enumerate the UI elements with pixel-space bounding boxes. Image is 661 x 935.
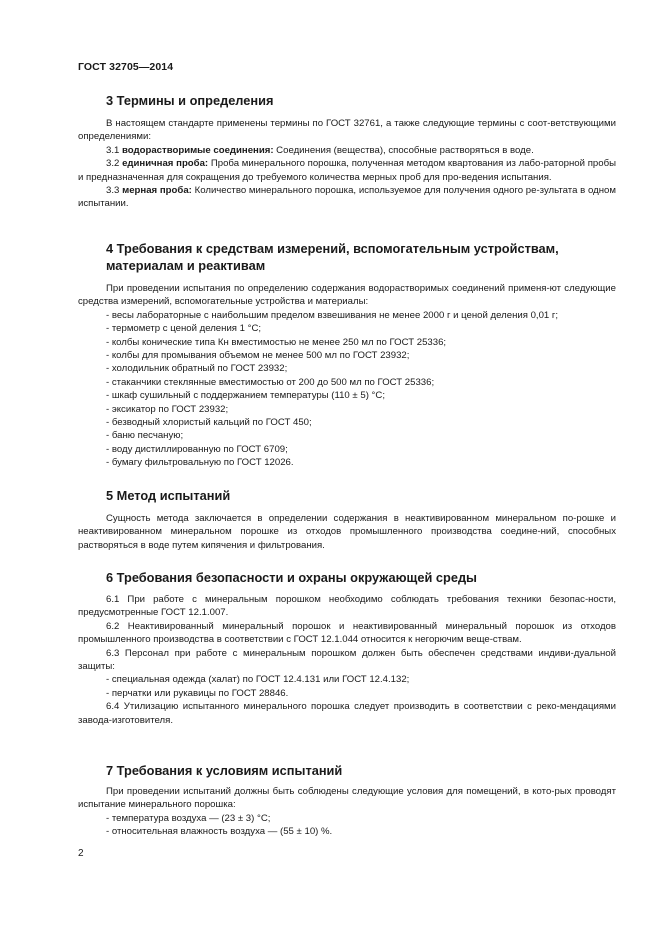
section-6 (78, 569, 616, 586)
section-7 (78, 762, 616, 779)
list-item: - специальная одежда (халат) по ГОСТ 12.4.131 или ГОСТ 12.4.132; (106, 674, 410, 686)
section-7-intro: При проведении испытаний должны быть соблюдены следующие условия для помещений, в кото-рых проводят испытание минерального порошка: (78, 786, 616, 811)
section-5 (78, 487, 616, 504)
list-item: - шкаф сушильный с поддержанием температуры (110 ± 5) °С; (106, 390, 385, 402)
document-header: ГОСТ 32705—2014 (78, 61, 174, 73)
list-item: - относительная влажность воздуха — (55 ± 10) %. (106, 826, 333, 838)
list-item: - бумагу фильтровальную по ГОСТ 12026. (106, 457, 294, 469)
clause-6-2: 6.2 Неактивированный минеральный порошок и неактивированный минеральный порошок из отходов промышленного производства в соответствии с ГОСТ 12.1.044 относится к негорючим веще-ствам. (78, 620, 616, 646)
section-5-body (78, 512, 616, 552)
page-number: 2 (78, 848, 84, 859)
section-3-body (78, 117, 616, 211)
list-item: - эксикатор по ГОСТ 23932; (106, 403, 229, 415)
list-item: - температура воздуха — (23 ± 3) °С; (106, 812, 271, 824)
clause-6-3: 6.3 Персонал при работе с минеральным порошком должен быть обеспечен средствами индиви-дуальной защиты: (78, 647, 616, 673)
section-4 (78, 240, 616, 274)
list-item: - холодильник обратный по ГОСТ 23932; (106, 363, 288, 375)
section-3-intro: В настоящем стандарте применены термины по ГОСТ 32761, а также следующие термины с соот-ветствующими определениями: (78, 118, 616, 143)
term-3-2-term: единичная проба: (122, 158, 209, 170)
section-7-body (78, 785, 616, 839)
term-3-3 (78, 184, 616, 211)
term-3-1-definition: Соединения (вещества), способные растворяться в воде. (273, 144, 534, 156)
term-3-1-number: 3.1 (106, 144, 123, 156)
clause-6-4: 6.4 Утилизацию испытанного минерального порошка следует производить в соответствии с реко-мендациями завода-изготовителя. (78, 701, 616, 726)
list-item: - весы лабораторные с наибольшим пределом взвешивания не менее 2000 г и ценой деления 0,01 г; (106, 309, 559, 321)
term-3-2-definition: Проба минерального порошка, полученная методом квартования из лабо-раторной пробы и предназначенная для сокращения до требуемого количества мерных проб для про-ведения испытания. (78, 158, 616, 183)
list-item: - баню песчаную; (106, 430, 184, 442)
section-5-text: Сущность метода заключается в определении содержания в неактивированном минеральном по-рошке и неактивированном минеральном порошке из отходов промышленного производства соедине-ний, способных растворяться в воде путем кипячения и фильтрования. (78, 513, 616, 551)
section-3-title: 3 Термины и определения (106, 93, 274, 108)
term-3-2-number: 3.2 (106, 158, 123, 170)
section-5-title: 5 Метод испытаний (106, 488, 231, 503)
list-item: - перчатки или рукавицы по ГОСТ 28846. (106, 687, 289, 699)
list-item: - колбы конические типа Кн вместимостью не менее 250 мл по ГОСТ 25336; (106, 336, 447, 348)
term-3-1-term: водорастворимые соединения: (122, 144, 274, 156)
term-3-1 (78, 144, 616, 157)
section-6-title: 6 Требования безопасности и охраны окружающей среды (106, 570, 477, 585)
section-4-body (78, 282, 616, 470)
section-4-title-line-1: 4 Требования к средствам измерений, вспомогательным устройствам, (106, 241, 559, 256)
section-7-title: 7 Требования к условиям испытаний (106, 763, 343, 778)
term-3-3-number: 3.3 (106, 185, 123, 197)
section-4-intro: При проведении испытания по определению содержания водорастворимых соединений применя-ют следующие средства измерений, вспомогательные устройства и материалы: (78, 283, 616, 308)
list-item: - термометр с ценой деления 1 °С; (106, 323, 262, 335)
clause-6-1: 6.1 При работе с минеральным порошком необходимо соблюдать требования техники безопас-ности, предусмотренные ГОСТ 12.1.007. (78, 594, 616, 619)
list-item: - воду дистиллированную по ГОСТ 6709; (106, 443, 288, 455)
list-item: - колбы для промывания объемом не менее 500 мл по ГОСТ 23932; (106, 350, 410, 362)
list-item: - стаканчики стеклянные вместимостью от 200 до 500 мл по ГОСТ 25336; (106, 376, 435, 388)
section-6-body (78, 593, 616, 727)
term-3-3-term: мерная проба: (122, 185, 192, 197)
term-3-3-definition: Количество минерального порошка, используемое для получения одного ре-зультата в одном испытании. (78, 185, 616, 210)
section-4-title-line-2: материалам и реактивам (106, 258, 266, 273)
term-3-2 (78, 157, 616, 184)
list-item: - безводный хлористый кальций по ГОСТ 450; (106, 417, 312, 429)
section-3 (78, 92, 616, 109)
